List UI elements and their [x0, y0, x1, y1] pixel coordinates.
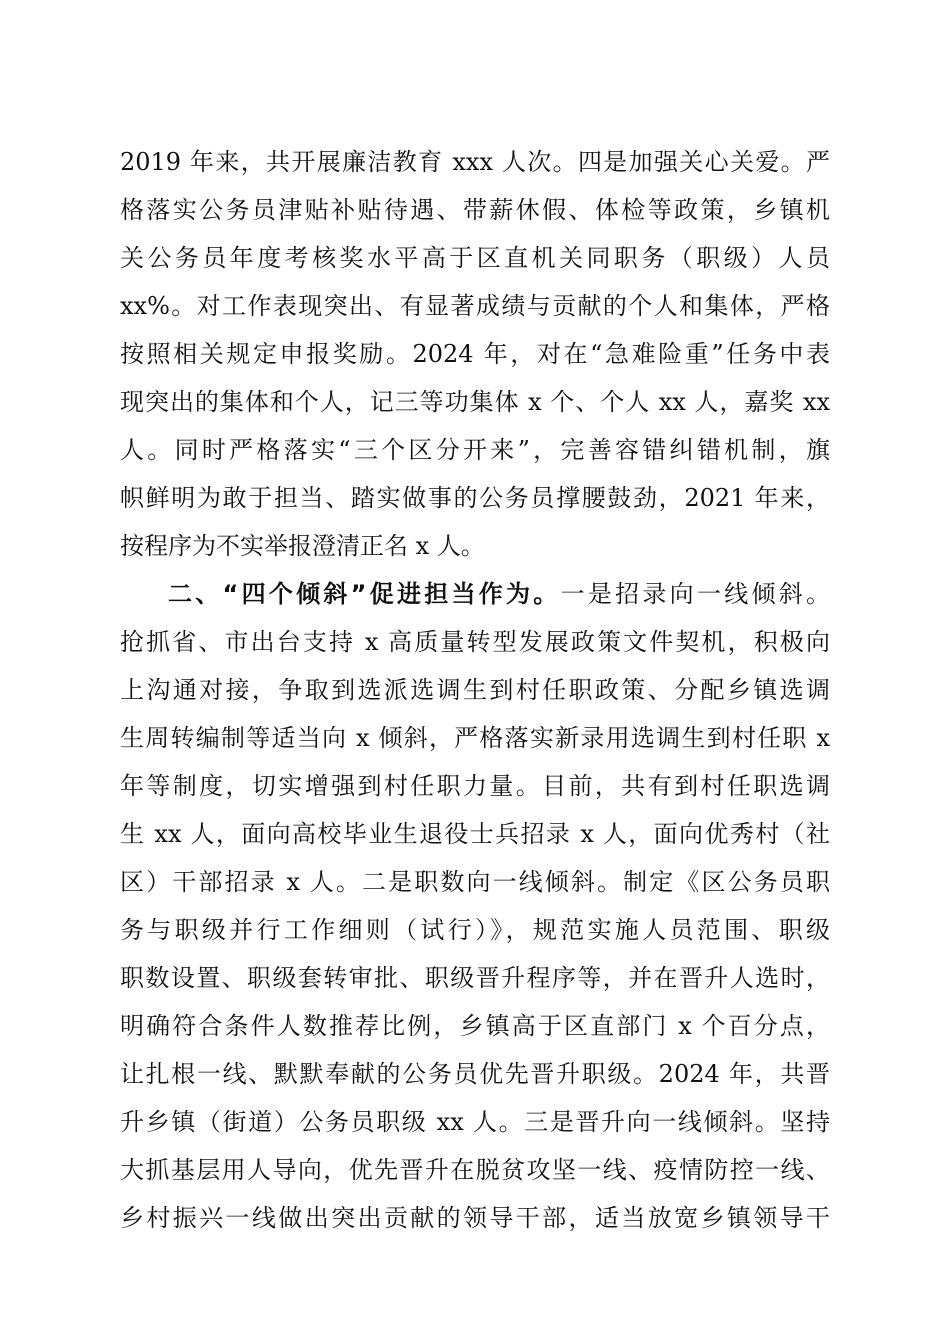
text-line: 职数设置、职级套转审批、职级晋升程序等，并在晋升人选时，: [120, 964, 830, 992]
text-line: 生 xx 人，面向高校毕业生退役士兵招录 x 人，面向优秀村（社: [120, 820, 830, 848]
text-line: 帜鲜明为敢于担当、踏实做事的公务员撑腰鼓劲，2021 年来，: [120, 484, 830, 512]
text-line: 务与职级并行工作细则（试行）》，规范实施人员范围、职级: [120, 916, 830, 944]
text-line: 让扎根一线、默默奉献的公务员优先晋升职级。2024 年，共晋: [120, 1060, 830, 1088]
text-line: 年等制度，切实增强到村任职力量。目前，共有到村任职选调: [120, 772, 830, 800]
text-line: 生周转编制等适当向 x 倾斜，严格落实新录用选调生到村任职 x: [120, 724, 830, 752]
section-heading: 二、“四个倾斜”促进担当作为。: [168, 580, 561, 608]
text-line: 按程序为不实举报澄清正名 x 人。: [120, 532, 485, 560]
text-line: 乡村振兴一线做出突出贡献的领导干部，适当放宽乡镇领导干: [120, 1204, 830, 1232]
text-line: 按照相关规定申报奖励。2024 年，对在“急难险重”任务中表: [120, 340, 830, 368]
text-line: 人。同时严格落实“三个区分开来”，完善容错纠错机制，旗: [120, 436, 830, 464]
section-heading-rest: 一是招录向一线倾斜。: [560, 580, 831, 608]
text-line: 现突出的集体和个人，记三等功集体 x 个、个人 xx 人，嘉奖 xx: [120, 388, 830, 416]
text-line: 明确符合条件人数推荐比例，乡镇高于区直部门 x 个百分点，: [120, 1012, 830, 1040]
text-line: 升乡镇（街道）公务员职级 xx 人。三是晋升向一线倾斜。坚持: [120, 1108, 830, 1136]
section-heading-line: [168, 574, 830, 614]
text-line: 区）干部招录 x 人。二是职数向一线倾斜。制定《区公务员职: [120, 868, 830, 896]
text-line: 大抓基层用人导向，优先晋升在脱贫攻坚一线、疫情防控一线、: [120, 1156, 830, 1184]
text-line: xx%。对工作表现突出、有显著成绩与贡献的个人和集体，严格: [120, 292, 830, 320]
text-line: 格落实公务员津贴补贴待遇、带薪休假、体检等政策，乡镇机: [120, 196, 830, 224]
text-line: 抢抓省、市出台支持 x 高质量转型发展政策文件契机，积极向: [120, 628, 830, 656]
text-line: 关公务员年度考核奖水平高于区直机关同职务（职级）人员: [120, 244, 830, 272]
text-line: 2019 年来，共开展廉洁教育 xxx 人次。四是加强关心关爱。严: [120, 148, 830, 176]
text-line: 上沟通对接，争取到选派选调生到村任职政策、分配乡镇选调: [120, 676, 830, 704]
